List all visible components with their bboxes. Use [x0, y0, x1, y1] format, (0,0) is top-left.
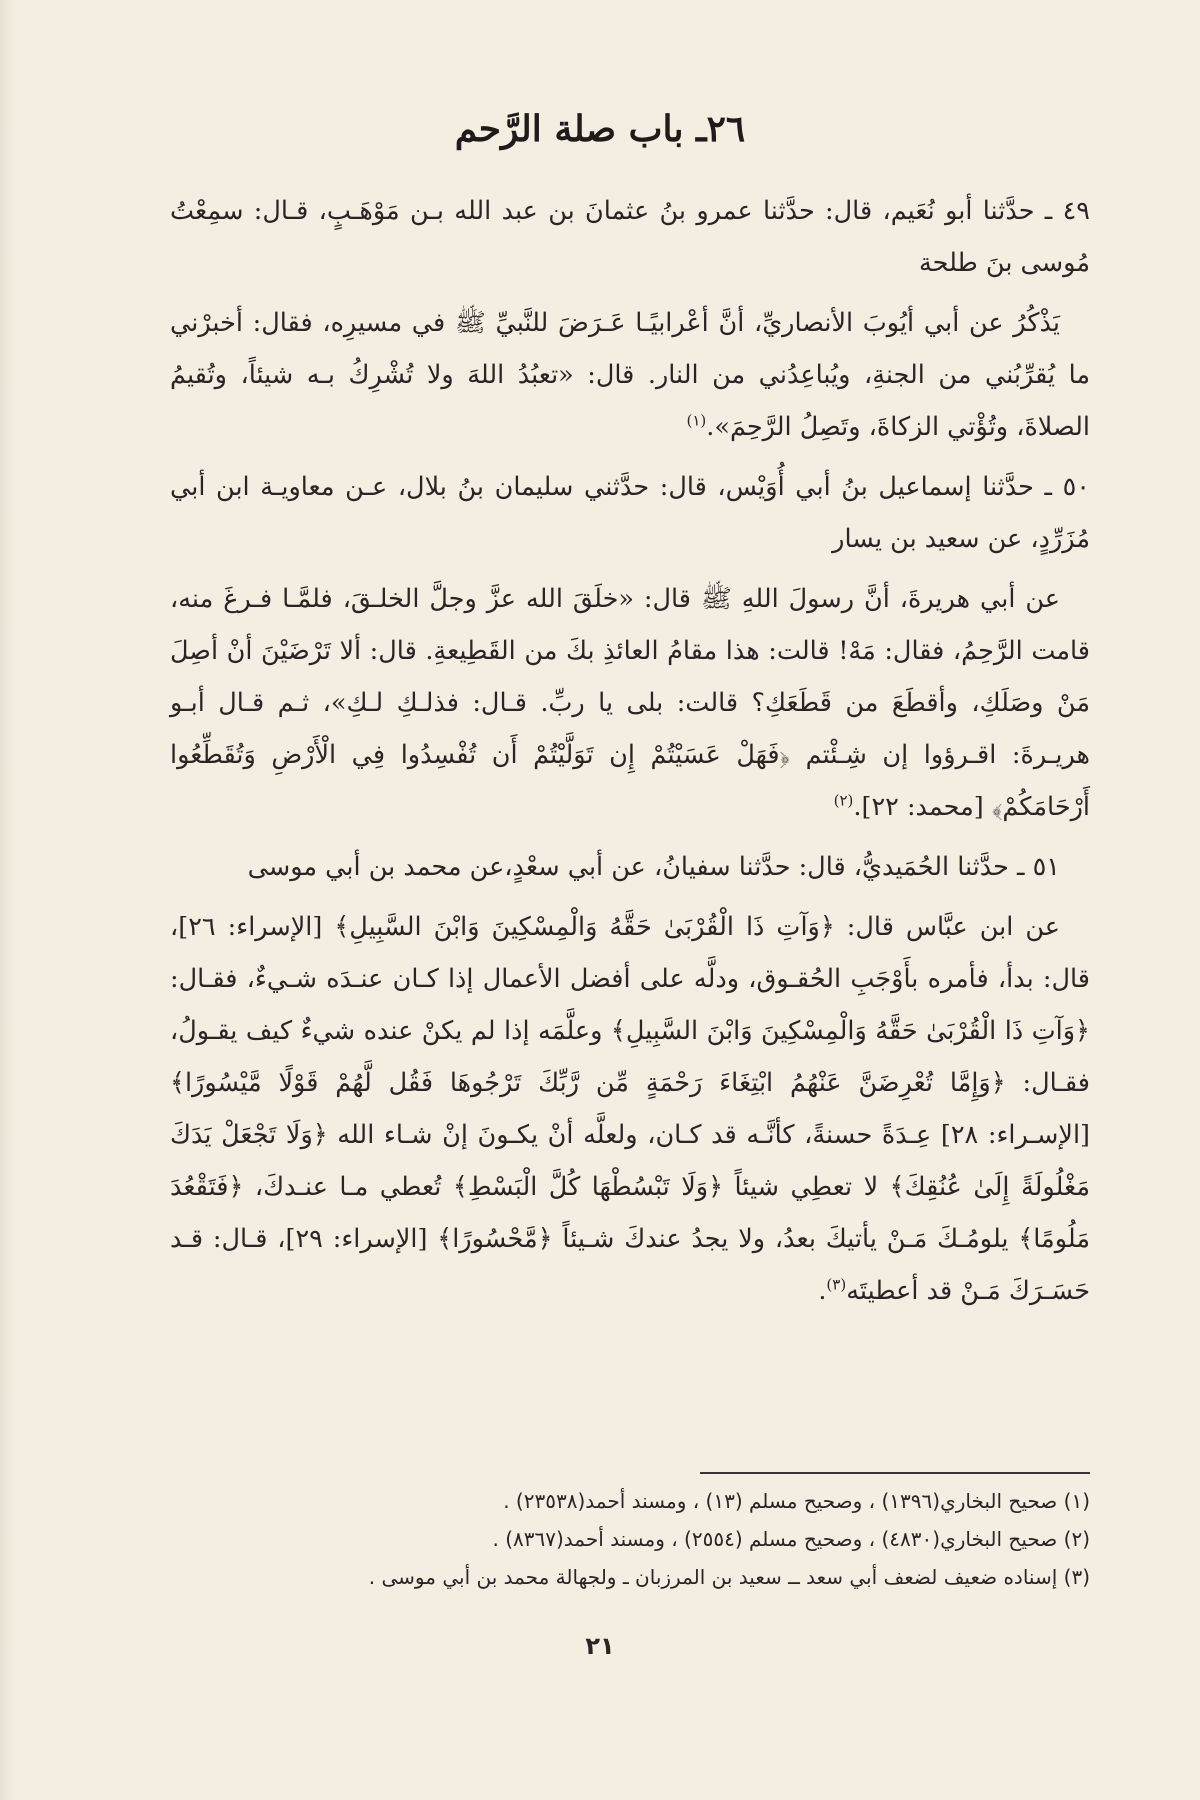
footnote-mark-2: (٢) — [833, 791, 854, 810]
footnote-1: (١) صحيح البخاري(١٣٩٦) ، وصحيح مسلم (١٣) ، ومسند أحمد(٢٣٥٣٨) . — [503, 1489, 1090, 1513]
paragraph-51-matn: عن ابن عبَّاس قال: ﴿وَآتِ ذَا الْقُرْبَىٰ حَقَّهُ وَالْمِسْكِينَ وَابْنَ السَّبِيلِ﴾ [الإسراء: ٢٦]، قال: بدأ، فأمره بأَوْجَبِ الحُقـوق، ودلَّه على أفضل الأعمال إذا كـان عنـدَه شـيءٌ، فقـال: ﴿وَآتِ ذَا الْقُرْبَىٰ حَقَّهُ وَالْمِسْكِينَ وَابْنَ السَّبِيلِ﴾ وعلَّمَه إذا لم يكنْ عنده شيءٌ كيف يقـولُ، فقـال: ﴿وَإِمَّا تُعْرِضَنَّ عَنْهُمُ ابْتِغَاءَ رَحْمَةٍ مِّن رَّبِّكَ تَرْجُوهَا فَقُل لَّهُمْ قَوْلًا مَّيْسُورًا﴾ [الإسـراء: ٢٨] عِـدَةً حسنةً، كأنَّـه قد كـان، ولعلَّه أنْ يكـونَ إنْ شـاء الله ﴿وَلَا تَجْعَلْ يَدَكَ مَغْلُولَةً إِلَىٰ عُنُقِكَ﴾ لا تعطِي شيئاً ﴿وَلَا تَبْسُطْهَا كُلَّ الْبَسْطِ﴾ تُعطي مـا عنـدكَ، ﴿فَتَقْعُدَ مَلُومًا﴾ يلومُـكَ مَـنْ يأتيكَ بعدُ، ولا يجدُ عندكَ شـيئاً ﴿مَّحْسُورًا﴾ [الإسراء: ٢٩]، قـال: قـد حَسَـرَكَ مَـنْ قد أعطيتَه$^{(٣)}$. — [170, 912, 1090, 1306]
page-number: ٢١ — [585, 1632, 615, 1660]
footnote-2: (٢) صحيح البخاري(٤٨٣٠) ، وصحيح مسلم (٢٥٥٤) ، ومسند أحمد(٨٣٦٧) . — [492, 1527, 1090, 1551]
footnotes — [170, 1482, 1090, 1596]
paragraph-text: ٥٠ ـ حدَّثنا إسماعيل بنُ أبي أُوَيْس، قال: حدَّثني سليمان بنُ بلال، عـن معاويـة ابن أبي مُزَرِّدٍ، عن سعيد بن يسار — [170, 472, 1090, 554]
chapter-title: ٢٦ـ باب صلة الرَّحم — [454, 108, 746, 150]
paragraph-text: عن أبي هريرةَ، أنَّ رسولَ اللهِ ﷺ قال: «خلَقَ الله عزَّ وجلَّ الخلـقَ، فلمَّـا فـرغَ منه، قامت الرَّحِمُ، فقال: مَهْ! قالت: هذا مقامُ العائذِ بكَ من القَطِيعةِ. قال: ألا تَرْضَيْنَ أنْ أصِلَ مَنْ وصَلَكِ، وأقطَعَ من قَطَعَكِ؟ قالت: بلى يا ربِّ. قـال: فذلـكِ لـكِ»، ثـم قـال أبـو هريـرةَ: اقـرؤوا إن شِـئْتم ﴿فَهَلْ عَسَيْتُمْ إِن تَوَلَّيْتُمْ أَن تُفْسِدُوا فِي الْأَرْضِ وَتُقَطِّعُوا أَرْحَامَكُمْ﴾ [محمد: ٢٢]. — [170, 584, 1090, 822]
paragraph-50-isnad — [170, 461, 1090, 565]
footnote-3: (٣) إسناده ضعيف لضعف أبي سعد ــ سعيد بن المرزبان ـ ولجهالة محمد بن أبي موسى . — [368, 1565, 1090, 1589]
page-edge-shadow — [0, 0, 14, 1800]
paragraph-49-matn — [170, 297, 1090, 453]
paragraph-text: ٥١ ـ حدَّثنا الحُمَيديُّ، قال: حدَّثنا سفيانُ، عن أبي سعْدٍ،عن محمد بن أبي موسى — [247, 852, 1060, 882]
footnote-mark-3: (٣) — [826, 1275, 847, 1294]
footnote-divider — [700, 1472, 1090, 1474]
main-text — [170, 185, 1090, 1325]
paragraph-49-isnad — [170, 185, 1090, 289]
paragraph-50-matn — [170, 573, 1090, 833]
paragraph-text: ٤٩ ـ حدَّثنا أبو نُعَيم، قال: حدَّثنا عمرو بنُ عثمانَ بن عبد الله بـن مَوْهَـبٍ، قـال: سمِعْتُ مُوسى بنَ طلحة — [170, 196, 1090, 278]
footnote-mark-1: (١) — [686, 411, 707, 430]
paragraph-text: عن ابن عبَّاس قال: ﴿وَآتِ ذَا الْقُرْبَىٰ حَقَّهُ وَالْمِسْكِينَ وَابْنَ السَّبِيلِ﴾ [الإسراء: ٢٦]، قال: بدأ، فأمره بأَوْجَبِ الحُقـوق، ودلَّه على أفضل الأعمال إذا كـان عنـدَه شـيءٌ، فقـال: ﴿وَآتِ ذَا الْقُرْبَىٰ حَقَّهُ وَالْمِسْكِينَ وَابْنَ السَّبِيلِ﴾ وعلَّمَه إذا لم يكنْ عنده شيءٌ كيف يقـولُ، فقـال: ﴿وَإِمَّا تُعْرِضَنَّ عَنْهُمُ ابْتِغَاءَ رَحْمَةٍ مِّن رَّبِّكَ تَرْجُوهَا فَقُل لَّهُمْ قَوْلًا مَّيْسُورًا﴾ [الإسـراء: ٢٨] عِـدَةً حسنةً، كأنَّـه قد كـان، ولعلَّه أنْ يكـونَ إنْ شـاء الله ﴿وَلَا تَجْعَلْ يَدَكَ مَغْلُولَةً إِلَىٰ عُنُقِكَ﴾ لا تعطِي شيئاً ﴿وَلَا تَبْسُطْهَا كُلَّ الْبَسْطِ﴾ تُعطي مـا عنـدكَ، ﴿فَتَقْعُدَ مَلُومًا﴾ يلومُـكَ مَـنْ يأتيكَ بعدُ، ولا يجدُ عندكَ شـيئاً ﴿مَّحْسُورًا﴾ [الإسراء: ٢٩]، قـال: قـد حَسَـرَكَ مَـنْ قد أعطيتَه — [170, 912, 1090, 1306]
paragraph-text: يَذْكُرُ عن أبي أيُوبَ الأنصاريِّ، أنَّ أعْرابيًـا عَـرَضَ للنَّبيِّ ﷺ في مسيرِه، فقال: أخبرْني ما يُقرِّبُني من الجنةِ، ويُباعِدُني من النار. قال: «تعبُدُ اللهَ ولا تُشْرِكُ بـه شيئاً، وتُقيمُ الصلاةَ، وتُؤْتي الزكاةَ، وتَصِلُ الرَّحِمَ». — [170, 308, 1090, 442]
paragraph-51-isnad — [170, 841, 1090, 893]
